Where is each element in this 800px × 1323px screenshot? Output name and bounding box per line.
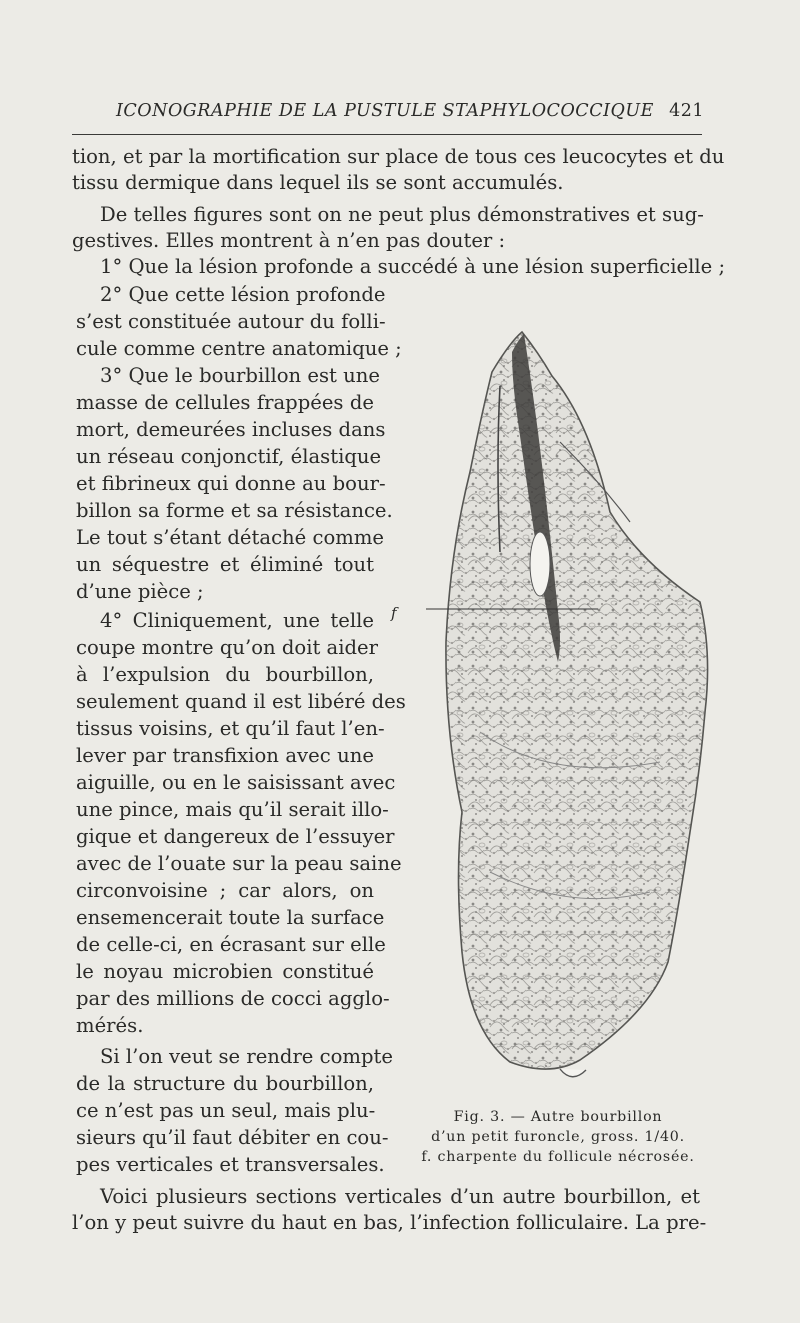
text-line: tion, et par la mortification sur place de tous ces leucocytes et du bbox=[72, 145, 725, 168]
text-line: Si l’on veut se rendre compte bbox=[100, 1045, 393, 1068]
text-line: mérés. bbox=[76, 1014, 144, 1037]
text-line: sieurs qu’il faut débiter en cou- bbox=[76, 1126, 389, 1149]
text-line: et fibrineux qui donne au bour- bbox=[76, 472, 386, 495]
figure-caption-line: d’un petit furoncle, gross. 1/40. bbox=[431, 1129, 685, 1145]
histology-figure bbox=[400, 312, 730, 1092]
text-line: s’est constituée autour du folli- bbox=[76, 310, 386, 333]
text-line: masse de cellules frappées de bbox=[76, 391, 374, 414]
text-line: à l’expulsion du bourbillon, bbox=[76, 663, 374, 686]
text-line: le noyau microbien constitué bbox=[76, 960, 374, 983]
text-line: par des millions de cocci agglo- bbox=[76, 987, 390, 1010]
text-line: pes verticales et transversales. bbox=[76, 1153, 385, 1176]
text-line: lever par transfixion avec une bbox=[76, 744, 374, 767]
text-line: tissu dermique dans lequel ils se sont accumulés. bbox=[72, 171, 564, 194]
text-line: une pince, mais qu’il serait illo- bbox=[76, 798, 389, 821]
text-line: l’on y peut suivre du haut en bas, l’infection folliculaire. La pre- bbox=[72, 1211, 707, 1234]
text-line: de celle-ci, en écrasant sur elle bbox=[76, 933, 386, 956]
text-line: 2° Que cette lésion profonde bbox=[100, 283, 386, 306]
running-title: ICONOGRAPHIE DE LA PUSTULE STAPHYLOCOCCIQUE bbox=[116, 101, 654, 121]
header-rule bbox=[72, 134, 702, 135]
text-line: seulement quand il est libéré des bbox=[76, 690, 406, 713]
text-line: De telles figures sont on ne peut plus démonstratives et sug- bbox=[100, 203, 704, 226]
text-line: 3° Que le bourbillon est une bbox=[100, 364, 380, 387]
text-line: Voici plusieurs sections verticales d’un autre bourbillon, et bbox=[100, 1185, 700, 1208]
text-line: avec de l’ouate sur la peau saine bbox=[76, 852, 402, 875]
text-line: billon sa forme et sa résistance. bbox=[76, 499, 393, 522]
text-line: tissus voisins, et qu’il faut l’en- bbox=[76, 717, 385, 740]
text-line: un réseau conjonctif, élastique bbox=[76, 445, 382, 468]
text-line: gestives. Elles montrent à n’en pas douter : bbox=[72, 229, 506, 252]
text-line: cule comme centre anatomique ; bbox=[76, 337, 402, 360]
text-line: ce n’est pas un seul, mais plu- bbox=[76, 1099, 376, 1122]
figure-label-f: f bbox=[391, 604, 397, 622]
text-line: mort, demeurées incluses dans bbox=[76, 418, 386, 441]
figure-caption-line: Fig. 3. — Autre bourbillon bbox=[453, 1109, 663, 1125]
text-line: un séquestre et éliminé tout bbox=[76, 553, 374, 576]
figure-caption-line: f. charpente du follicule nécrosée. bbox=[421, 1149, 695, 1165]
text-line: 4° Cliniquement, une telle bbox=[100, 609, 374, 632]
text-line: circonvoisine ; car alors, on bbox=[76, 879, 374, 902]
text-line: gique et dangereux de l’essuyer bbox=[76, 825, 395, 848]
text-line: aiguille, ou en le saisissant avec bbox=[76, 771, 396, 794]
text-line: ensemencerait toute la surface bbox=[76, 906, 385, 929]
page-number: 421 bbox=[669, 101, 704, 121]
text-line: d’une pièce ; bbox=[76, 580, 204, 603]
text-line: Le tout s’étant détaché comme bbox=[76, 526, 385, 549]
text-line: coupe montre qu’on doit aider bbox=[76, 636, 379, 659]
text-line: de la structure du bourbillon, bbox=[76, 1072, 374, 1095]
text-line: 1° Que la lésion profonde a succédé à une lésion superficielle ; bbox=[100, 255, 726, 278]
